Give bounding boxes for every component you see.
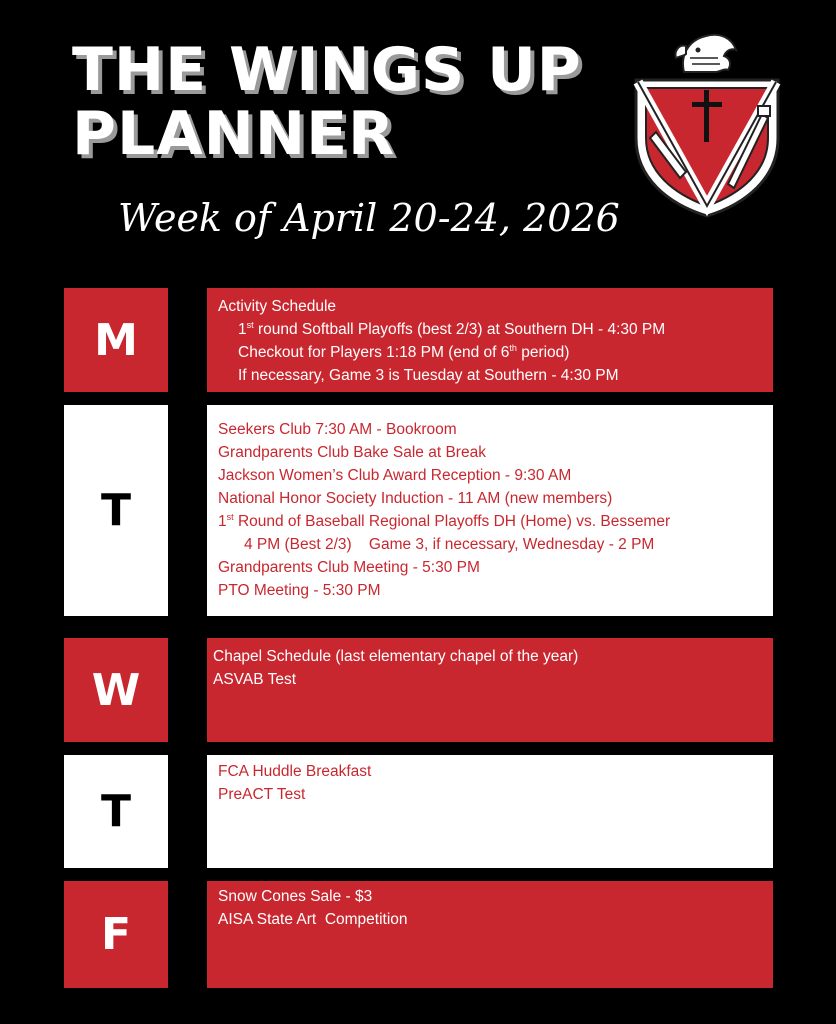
day-label-tuesday: T [64,405,168,616]
tuesday-panel [207,405,773,616]
monday-panel [207,288,773,392]
friday-panel [207,881,773,988]
monday-line-3: Checkout for Players 1:18 PM (end of 6th period) [238,342,570,361]
day-label-wednesday: W [64,638,168,742]
week-label: Week of April 20-24, 2026 [118,196,620,240]
wednesday-line-2: ASVAB Test [213,671,296,688]
thursday-panel [207,755,773,868]
day-label-monday: M [64,288,168,392]
wednesday-line-1: Chapel Schedule (last elementary chapel of the year) [213,648,579,665]
monday-line-2: 1st round Softball Playoffs (best 2/3) at Southern DH - 4:30 PM [238,319,666,338]
wednesday-panel [207,638,773,742]
tuesday-line-5: 1st Round of Baseball Regional Playoffs DH (Home) vs. Bessemer [218,511,671,530]
eagle-crest-logo [628,28,786,220]
tuesday-line-6: 4 PM (Best 2/3) Game 3, if necessary, Wednesday - 2 PM [244,536,655,553]
tuesday-line-1: Seekers Club 7:30 AM - Bookroom [218,421,457,438]
thursday-line-1: FCA Huddle Breakfast [218,763,372,780]
tuesday-line-3: Jackson Women’s Club Award Reception - 9:30 AM [218,467,572,484]
tuesday-line-8: PTO Meeting - 5:30 PM [218,582,381,599]
tuesday-line-4: National Honor Society Induction - 11 AM (new members) [218,490,613,507]
page-title [72,35,582,169]
friday-line-2: AISA State Art Competition [218,911,408,928]
day-label-thursday: T [64,755,168,868]
thursday-line-2: PreACT Test [218,786,306,803]
friday-line-1: Snow Cones Sale - $3 [218,888,373,905]
title-line-2: PLANNER [72,99,396,169]
eagle-icon [675,35,736,72]
title-line-1: THE WINGS UP [72,35,582,105]
tuesday-line-7: Grandparents Club Meeting - 5:30 PM [218,559,480,576]
tuesday-line-2: Grandparents Club Bake Sale at Break [218,444,486,461]
monday-line-4: If necessary, Game 3 is Tuesday at Southern - 4:30 PM [238,367,619,384]
day-label-friday: F [64,881,168,988]
monday-line-1: Activity Schedule [218,298,337,315]
